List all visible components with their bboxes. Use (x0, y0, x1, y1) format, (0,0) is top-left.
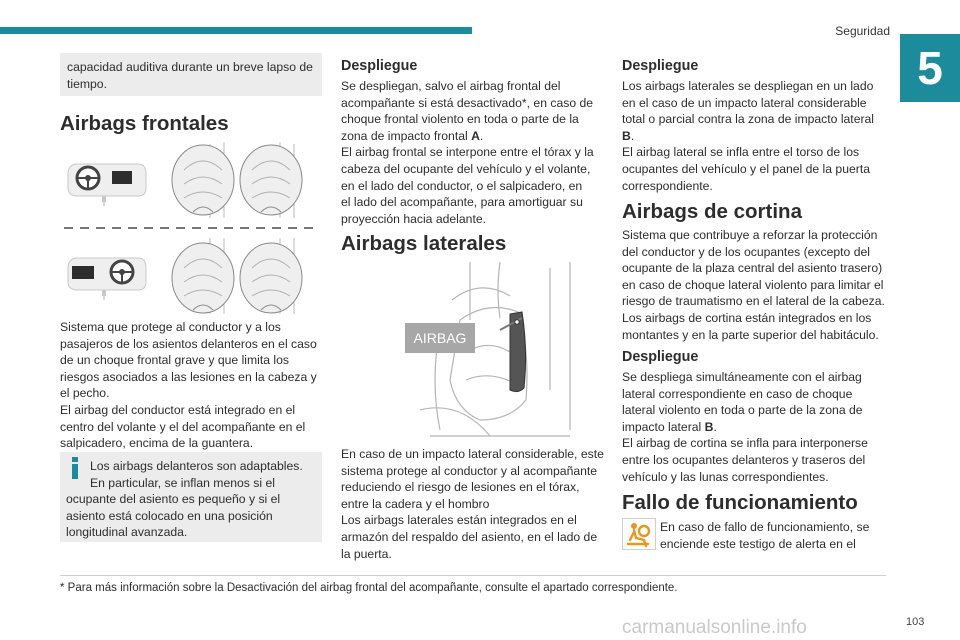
body-line: entre la cadera y el hombro (341, 496, 490, 511)
body-line: sistema protege al conductor y al acompañante (341, 463, 598, 478)
frontal-airbags-description (60, 319, 317, 452)
chapter-number-tab: 5 (900, 34, 960, 102)
body-line: En caso de fallo de funcionamiento, se (660, 520, 870, 534)
body-line: B. (622, 128, 635, 143)
body-line: en el caso de un impacto lateral considerable (622, 95, 867, 110)
frontal-airbags-heading: Airbags frontales (60, 112, 229, 135)
body-line: Se despliega simultáneamente con el airbag (622, 370, 862, 384)
curtain-deploy-text (622, 369, 868, 485)
curtain-deploy-heading: Despliegue (622, 349, 699, 365)
body-line: vehículo y las lunas correspondientes. (622, 469, 829, 484)
note-line: ocupante del asiento es pequeño y si el (66, 492, 281, 507)
malfunction-text (660, 519, 869, 552)
body-line: En caso de un impacto lateral considerable, este (341, 447, 604, 461)
header-accent-bar (0, 27, 472, 34)
zone-letter: A (471, 128, 480, 143)
body-line: Se despliegan, salvo el airbag frontal del (341, 79, 561, 93)
body-line: el pecho. (60, 386, 110, 401)
side-deploy-heading: Despliegue (622, 58, 699, 74)
body-line: lateral correspondiente en caso de choque (622, 386, 853, 401)
intro-text (67, 59, 313, 92)
body-line: impacto lateral B. (622, 419, 717, 434)
watermark: carmanualsonline.info (622, 617, 807, 638)
body-line: lateral violento en toda o parte de la zona de (622, 403, 863, 418)
body-line: reduciendo el riesgo de lesiones en el tórax, (341, 480, 580, 495)
body-line: riesgo de traumatismo en el lateral de la cabeza. (622, 294, 885, 309)
body-line: Sistema que protege al conductor y a los (60, 320, 281, 334)
body-line: Los airbags laterales se despliegan en un lado (622, 79, 874, 93)
intro-line: tiempo. (67, 76, 107, 91)
body-line: montantes y en la parte superior del habitáculo. (622, 327, 879, 342)
body-line: zona de impacto frontal A. (341, 128, 484, 143)
curtain-airbags-heading: Airbags de cortina (622, 200, 802, 223)
body-line: riesgos asociados a las lesiones en la cabeza y (60, 369, 317, 384)
body-line: El airbag de cortina se infla para interponerse (622, 436, 868, 451)
frontal-airbags-illustration (60, 140, 322, 316)
side-deploy-text (622, 78, 874, 194)
body-line: Sistema que contribuye a reforzar la protección (622, 228, 878, 242)
body-line: cabeza del ocupante del vehículo y el volante, (341, 161, 591, 176)
side-airbags-description (341, 446, 604, 562)
body-line: choque frontal violento en toda o parte de la (341, 112, 579, 127)
body-line: en el lado del conductor, o el salpicadero, en (341, 178, 583, 193)
section-title: Seguridad (835, 24, 890, 38)
body-line: el lado del acompañante, para amortiguar su (341, 195, 583, 210)
airbag-callout-label (405, 323, 475, 353)
body-line: Los airbags laterales están integrados en el (341, 513, 577, 528)
body-line: correspondiente. (622, 178, 713, 193)
panel-top (68, 145, 302, 215)
note-line: Los airbags delanteros son adaptables. (90, 459, 303, 473)
curtain-airbags-text (622, 227, 885, 343)
note-line: En particular, se inflan menos si el (90, 475, 275, 490)
body-line: Los airbags de cortina están integrados en los (622, 310, 872, 325)
body-line: enciende este testigo de alerta en el (660, 536, 856, 551)
zone-letter: B (704, 419, 714, 434)
info-note-text (66, 458, 303, 541)
body-line: la puerta. (341, 546, 392, 561)
body-line: acompañante si está desactivado*, en caso de (341, 95, 594, 110)
airbag-label-text: AIRBAG (413, 330, 467, 346)
zone-text: impacto lateral (622, 419, 702, 434)
frontal-deploy-heading: Despliegue (341, 58, 418, 74)
body-line: ocupantes del vehículo y el panel de la puerta (622, 161, 870, 176)
footnote-divider (60, 575, 886, 576)
frontal-deploy-text (341, 78, 594, 227)
body-line: pasajeros de los asientos delanteros en el caso (60, 336, 317, 351)
body-line: del conductor y de los ocupantes (excepto del (622, 244, 870, 259)
body-line: El airbag frontal se interpone entre el tórax y la (341, 145, 594, 160)
panel-bottom (68, 243, 302, 313)
airbag-warning-light-icon (622, 518, 656, 550)
body-line: centro del volante y el del acompañante en el (60, 419, 306, 434)
body-line: ocupante de la plaza central del asiento trasero) (622, 261, 883, 276)
page-number: 103 (906, 616, 925, 628)
footnote: * Para más información sobre la Desactivación del airbag frontal del acompañante, consulte el apartado correspondiente. (60, 582, 678, 594)
body-line: El airbag lateral se infla entre el torso de los (622, 145, 860, 160)
zone-text: zona de impacto frontal (341, 128, 468, 143)
body-line: en caso de choque lateral violento para limitar el (622, 277, 884, 292)
body-line: El airbag del conductor está integrado en el (60, 402, 296, 417)
body-line: armazón del respaldo del asiento, en el lado de (341, 529, 598, 544)
body-line: salpicadero, encima de la guantera. (60, 436, 254, 451)
side-airbags-heading: Airbags laterales (341, 232, 507, 255)
body-line: proyección hacia adelante. (341, 211, 486, 226)
body-line: total o parcial contra la zona de impacto lateral (622, 112, 875, 127)
body-line: entre los ocupantes delanteros y traseros del (622, 452, 866, 467)
zone-letter: B (622, 128, 631, 143)
body-line: de un choque frontal grave y que limita los (60, 353, 289, 368)
note-line: longitudinal avanzada. (66, 525, 188, 540)
note-line: asiento está colocado en una posición (66, 508, 273, 523)
malfunction-heading: Fallo de funcionamiento (622, 491, 858, 514)
intro-line: capacidad auditiva durante un breve lapso de (67, 60, 313, 74)
